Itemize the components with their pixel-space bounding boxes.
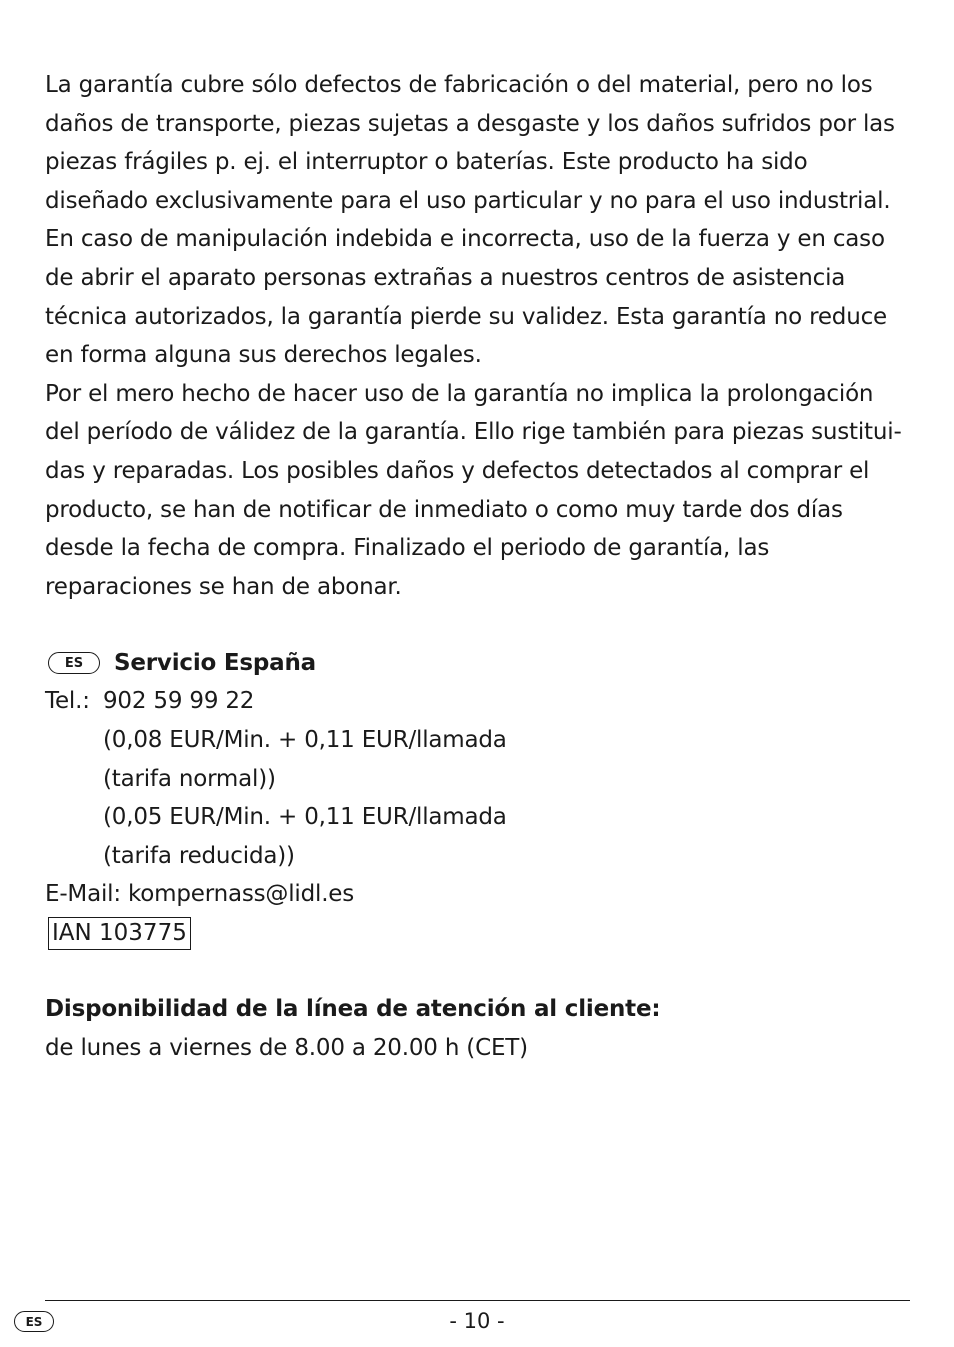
- phone-number: 902 59 99 22: [103, 688, 255, 715]
- phone-label: Tel.:: [45, 688, 90, 715]
- availability-hours: de lunes a viernes de 8.00 a 20.00 h (CET): [45, 1035, 528, 1062]
- service-title: Servicio España: [114, 650, 316, 677]
- footer-divider: [45, 1300, 910, 1301]
- rate-reduced-line-1: (0,05 EUR/Min. + 0,11 EUR/llamada: [103, 804, 507, 831]
- warranty-paragraph-1: La garantía cubre sólo defectos de fabricación o del material, pero no los daños de transporte, piezas sujetas a desgaste y los daños sufridos por las piezas frágiles p. ej. el interruptor o baterías. Este producto ha sido diseñado exclusivamente para el uso particular y no para el uso industrial.: [45, 72, 895, 214]
- country-flag-icon: ES: [48, 652, 100, 674]
- rate-reduced-line-2: (tarifa reducida)): [103, 842, 295, 869]
- spacer: [45, 952, 911, 990]
- spacer: [45, 606, 911, 644]
- service-heading: [45, 644, 911, 682]
- footer-country-icon: ES: [14, 1311, 54, 1332]
- availability-heading: Disponibilidad de la línea de atención al cliente:: [45, 996, 661, 1023]
- phone-row: [45, 682, 911, 721]
- ian-row: [45, 914, 911, 953]
- rate-normal-line-1: (0,08 EUR/Min. + 0,11 EUR/llamada: [103, 726, 507, 753]
- warranty-paragraph-2: En caso de manipulación indebida e incorrecta, uso de la fuerza y en caso de abrir el aparato personas extrañas a nuestros centros de asistencia técnica autorizados, la garantía pierde su validez. Esta garantía no reduce en forma alguna sus derechos legales.: [45, 226, 887, 369]
- ian-number-box: IAN 103775: [48, 917, 191, 950]
- warranty-paragraph-3: Por el mero hecho de hacer uso de la garantía no implica la prolongación del período de válidez de la garantía. Ello rige también para piezas sustituidas y reparadas. Los posibles daños y defectos detectados al comprar el producto, se han de notificar de inmediato o como muy tarde dos días desde la fecha de compra. Finalizado el periodo de garantía, las reparaciones se han de abonar.: [45, 380, 902, 600]
- email-line: E-Mail: kompernass@lidl.es: [45, 881, 355, 908]
- page-number: - 10 -: [449, 1309, 505, 1333]
- rate-normal-line-2: (tarifa normal)): [103, 765, 276, 792]
- document-page: [45, 66, 911, 1068]
